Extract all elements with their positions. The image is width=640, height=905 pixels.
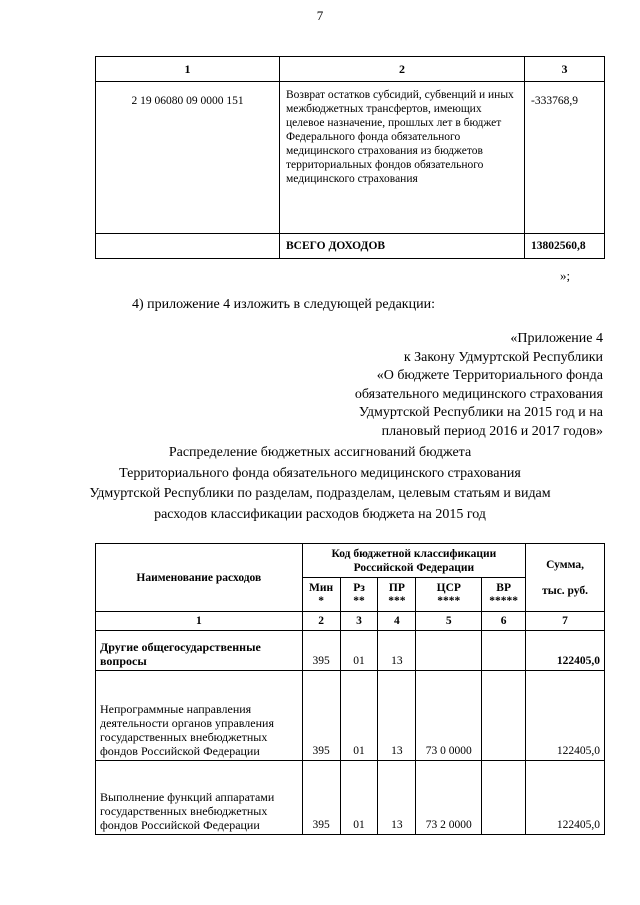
table-row (96, 631, 605, 671)
column-number: 1 (96, 612, 303, 631)
subheader-label: ЦСР (436, 581, 461, 594)
subheader-label: Рз (353, 581, 365, 594)
title-line: Удмуртской Республики по разделам, подразделам, целевым статьям и видам (89, 486, 551, 501)
header-code-group: Код бюджетной классификации Российской Федерации (302, 544, 525, 578)
expenditure-table (95, 543, 605, 835)
header-min (302, 578, 340, 612)
total-label: ВСЕГО ДОХОДОВ (280, 234, 525, 259)
budget-code-cell: 2 19 06080 09 0000 151 (96, 82, 280, 234)
column-number: 4 (378, 612, 416, 631)
subheader-footnote-mark: *** (388, 594, 406, 607)
subheader-label: Мин (309, 581, 334, 594)
empty-cell (96, 234, 280, 259)
subheader-footnote-mark: ***** (489, 594, 518, 607)
appendix-line: обязательного медицинского страхования (354, 386, 603, 402)
amount-cell: -333768,9 (525, 82, 605, 234)
closing-quote: »; (560, 268, 571, 283)
subheader-label: ВР (496, 581, 511, 594)
title-line: Распределение бюджетных ассигнований бюджета (168, 445, 472, 460)
pr-code: 13 (378, 761, 416, 835)
appendix-header (203, 330, 603, 441)
vr-code (482, 631, 526, 671)
table-row (96, 82, 605, 234)
table-row (96, 761, 605, 835)
column-numbers-row (96, 612, 605, 631)
appendix-line: «Приложение 4 (510, 331, 603, 346)
appendix-line: к Закону Удмуртской Республики (403, 349, 603, 365)
min-code: 395 (302, 671, 340, 761)
appendix-line: «О бюджете Территориального фонда (376, 368, 603, 383)
expense-sum: 122405,0 (526, 631, 605, 671)
header-csr (416, 578, 482, 612)
column-header-2: 2 (280, 57, 525, 82)
header-name: Наименование расходов (96, 544, 303, 612)
header-sum (526, 544, 605, 612)
min-code: 395 (302, 761, 340, 835)
revenue-table-header (96, 57, 605, 82)
subheader-label: ПР (388, 581, 405, 594)
header-rz (340, 578, 378, 612)
column-number: 3 (340, 612, 378, 631)
pr-code: 13 (378, 631, 416, 671)
header-sum-line2: тыс. руб. (542, 584, 589, 597)
column-header-3: 3 (525, 57, 605, 82)
rz-code: 01 (340, 671, 378, 761)
table-row (96, 671, 605, 761)
expense-name: Выполнение функций аппаратами государственных внебюджетных фондов Российской Федерации (96, 761, 303, 835)
csr-code: 73 0 0000 (416, 671, 482, 761)
expense-sum: 122405,0 (526, 671, 605, 761)
min-code: 395 (302, 631, 340, 671)
expense-sum: 122405,0 (526, 761, 605, 835)
appendix-line: Удмуртской Республики на 2015 год и на (358, 405, 603, 420)
vr-code (482, 671, 526, 761)
title-line: расходов классификации расходов бюджета на 2015 год (154, 506, 486, 522)
vr-code (482, 761, 526, 835)
distribution-title (0, 443, 640, 525)
pr-code: 13 (378, 671, 416, 761)
subheader-footnote-mark: ** (353, 594, 365, 607)
page-number: 7 (316, 8, 324, 23)
rz-code: 01 (340, 631, 378, 671)
subheader-footnote-mark: **** (437, 594, 461, 607)
expense-name: Другие общегосударственные вопросы (96, 631, 303, 671)
header-pr (378, 578, 416, 612)
description-cell: Возврат остатков субсидий, субвенций и иных межбюджетных трансфертов, имеющих целевое назначение, прошлых лет в бюджет Федерального фонда обязательного медицинского страхования из бюджетов территориальных фондов обязательного медицинского страхования (280, 82, 525, 234)
appendix-line: плановый период 2016 и 2017 годов» (381, 423, 603, 439)
rz-code: 01 (340, 761, 378, 835)
subheader-footnote-mark: * (318, 594, 324, 607)
header-sum-line1: Сумма, (546, 558, 584, 571)
header-vr (482, 578, 526, 612)
column-number: 7 (526, 612, 605, 631)
csr-code (416, 631, 482, 671)
csr-code: 73 2 0000 (416, 761, 482, 835)
column-number: 6 (482, 612, 526, 631)
total-amount: 13802560,8 (525, 234, 605, 259)
amendment-item-4: 4) приложение 4 изложить в следующей редакции: (132, 297, 435, 312)
column-number: 5 (416, 612, 482, 631)
title-line: Территориального фонда обязательного медицинского страхования (119, 465, 521, 481)
total-row (96, 234, 605, 259)
expenditure-table-header (96, 544, 605, 578)
column-header-1: 1 (96, 57, 280, 82)
revenue-table (95, 56, 605, 259)
column-number: 2 (302, 612, 340, 631)
expense-name: Непрограммные направления деятельности органов управления государственных внебюджетных фондов Российской Федерации (96, 671, 303, 761)
